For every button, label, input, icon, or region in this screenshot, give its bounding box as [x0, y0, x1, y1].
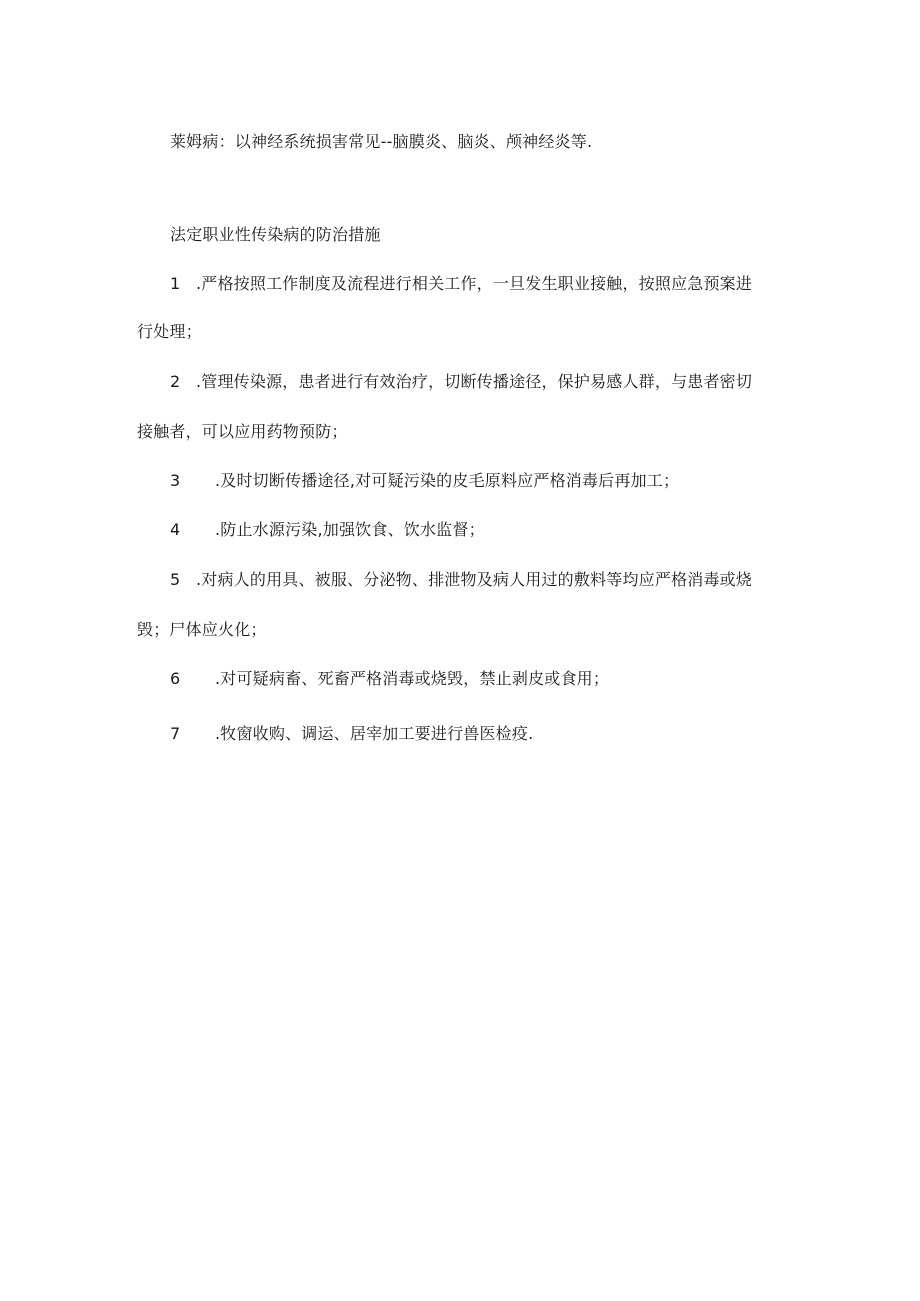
item-text-line2: 接触者，可以应用药物预防；	[137, 422, 348, 441]
item-number: 5	[170, 570, 181, 589]
item-number: 2	[170, 372, 181, 391]
intro-paragraph: 莱姆病：以神经系统损害常见--脑膜炎、脑炎、颅神经炎等.	[170, 132, 593, 151]
item-number: 7	[170, 724, 181, 743]
item-text-line2: 毁；尸体应火化；	[137, 620, 267, 639]
item-number: 3	[170, 471, 181, 490]
item-text-line1: .对病人的用具、被服、分泌物、排泄物及病人用过的敷料等均应严格消毒或烧	[196, 570, 753, 589]
item-text-line1: .管理传染源，患者进行有效治疗，切断传播途径，保护易感人群，与患者密切	[196, 372, 753, 391]
item-text-line1: .牧窗收购、调运、居宰加工要进行兽医检疫.	[215, 724, 534, 743]
item-text-line1: .及时切断传播途径,对可疑污染的皮毛原料应严格消毒后再加工；	[215, 471, 680, 490]
item-text-line1: .防止水源污染,加强饮食、饮水监督；	[215, 520, 485, 539]
item-number: 1	[170, 274, 181, 293]
item-number: 4	[170, 520, 181, 539]
item-number: 6	[170, 669, 181, 688]
item-text-line2: 行处理；	[137, 322, 202, 341]
item-text-line1: .严格按照工作制度及流程进行相关工作，一旦发生职业接触，按照应急预案进	[196, 274, 753, 293]
section-heading: 法定职业性传染病的防治措施	[170, 225, 381, 244]
item-text-line1: .对可疑病畜、死畜严格消毒或烧毁，禁止剥皮或食用；	[215, 669, 610, 688]
